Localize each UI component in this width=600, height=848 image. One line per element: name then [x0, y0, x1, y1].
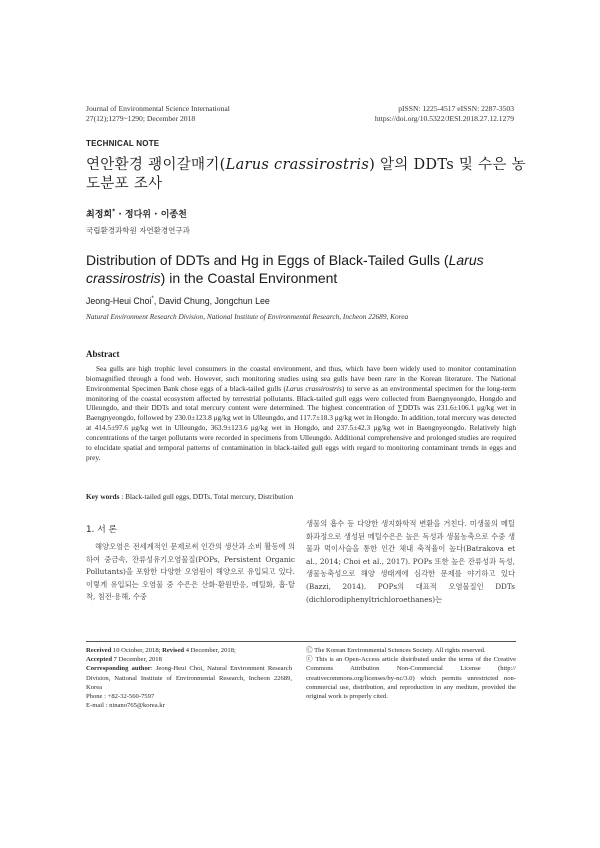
- corresponding-label: Corresponding author: [86, 665, 151, 673]
- issn: pISSN: 1225-4517 eISSN: 2287-3503: [398, 104, 514, 113]
- abstract-text-1: Sea gulls are high trophic level consumers in the coastal environment, and thus, which have been widely used to monitor contamination biomagnified through a food web. However, such monitoring studies using sea gulls have been rare in the Korean literature. The National Environmental Specimen Bank chose eggs of a black-tailed gulls (: [86, 364, 516, 393]
- revised-date: 4 December, 2018;: [184, 647, 236, 654]
- corresponding-info: : Jeong-Heui Choi, Natural Environment Research Division, National Institute of Environmental Research, Incheon 22689, Korea: [86, 665, 292, 691]
- section-heading-introduction: 1. 서 론: [86, 525, 117, 535]
- korean-author-3: 이종천: [160, 210, 187, 220]
- body-column-right: [306, 518, 515, 606]
- korean-author-1: 최정희: [86, 210, 113, 220]
- revised-label: Revised: [162, 647, 185, 654]
- korean-title-prefix: 연안환경 괭이갈매기(: [86, 157, 226, 173]
- received-date: 10 October, 2018;: [111, 647, 163, 654]
- abstract-body: [86, 364, 516, 462]
- accepted-label: Accepted: [86, 656, 112, 664]
- english-title: [86, 251, 526, 287]
- abstract-text-2: ) to serve as an environmental specimen for the long-term monitoring of the coastal ecosystem affected by terrestrial pollutants. Black-tailed gull eggs were collected from Baengnyeongdo, Hongdo and Ulleungdo, and their DDTs and total mercury content were determined. The highest concentration of ∑DDTs was 231.6±106.1 μg/kg wet in Baengnyeongdo, followed by 230.0±123.8 μg/kg wet in Ulleungdo, and 117.7±18.3 μg/kg wet in Hongdo. In addition, total mercury was detected at 414.5±97.6 μg/kg wet in Ulleungdo, 363.9±123.6 μg/kg wet in Hongdo, and 237.5±42.3 μg/kg wet in Baengnyeongdo. Relatively high concentrations of the target pollutants were recorded in specimens from Ulleungdo. Additional comprehensive and prolonged studies are required to elucidate spatial and temporal patterns of contamination in black-tailed gull eggs with regard to monitoring contaminant trends in eggs and prey.: [86, 383, 516, 462]
- korean-affiliation: 국립환경과학원 자연환경연구과: [86, 226, 190, 235]
- abstract-species: Larus crassirostris: [285, 383, 342, 393]
- english-authors-rest: , David Chung, Jongchun Lee: [153, 296, 270, 306]
- korean-author-2: 정다위: [124, 210, 152, 220]
- corresponding-mark: *: [112, 208, 116, 215]
- journal-name: Journal of Environmental Science International: [86, 104, 230, 113]
- doi-link[interactable]: https://doi.org/10.5322/JESI.2018.27.12.1279: [374, 114, 514, 123]
- body-paragraph: 해양오염은 전세계적인 문제로써 인간의 생산과 소비 활동에 의하여 중금속, 잔류성유기오염물질(POPs, Persistent Organic Pollutants)을 포함한 다양한 오염원이 해양으로 유입되고 있다. 이렇게 유입되는 오염물 중 수은은 산화·환원반응, 메틸화, 흡·탈착, 침전·용해, 수중: [86, 542, 295, 602]
- footnote-article-info: [86, 646, 292, 710]
- english-author-1: Jeong-Heui Choi: [86, 296, 152, 306]
- journal-volume: 27(12);1279~1290; December 2018: [86, 114, 196, 123]
- journal-header: [86, 104, 230, 124]
- author-separator: ·: [151, 210, 161, 220]
- footnote-divider: [86, 641, 516, 642]
- issn-doi-header: [375, 104, 514, 124]
- english-title-species: Larus crassirostris: [86, 252, 484, 286]
- corresponding-mark: *: [151, 296, 154, 303]
- keywords: [86, 492, 516, 501]
- korean-title-species: Larus crassirostris: [225, 157, 370, 173]
- english-authors: [86, 296, 270, 306]
- accepted-date: 7 December, 2018: [112, 656, 162, 664]
- body-column-left: [86, 541, 295, 604]
- keywords-text: : Black-tailed gull eggs, DDTs, Total mercury, Distribution: [119, 492, 294, 501]
- email[interactable]: E-mail : ninano765@korea.kr: [86, 702, 165, 710]
- english-affiliation: Natural Environment Research Division, National Institute of Environmental Research, Incheon 22689, Korea: [86, 312, 409, 321]
- copyright-notice: Ⓒ The Korean Environmental Sciences Society. All rights reserved.: [306, 647, 486, 654]
- abstract-heading: Abstract: [86, 349, 120, 359]
- license-notice: ⓒ This is an Open-Access article distributed under the terms of the Creative Commons Attribution Non-Commercial License (http:// creativecommons.org/licenses/by-nc/3.0) which permits unrestricted non-commercial use, distribution, and reproduction in any medium, provided the original work is properly cited.: [306, 656, 516, 701]
- author-separator: ·: [115, 210, 125, 220]
- english-title-prefix: Distribution of DDTs and Hg in Eggs of Black-Tailed Gulls (: [86, 252, 449, 268]
- footnote-license: [306, 646, 516, 701]
- received-label: Received: [86, 647, 112, 654]
- korean-title: [86, 156, 526, 194]
- article-type: TECHNICAL NOTE: [86, 139, 160, 148]
- phone: Phone : +82-32-560-7597: [86, 693, 155, 701]
- body-paragraph: 생물의 흡수 등 다양한 생지화학적 변환을 거친다. 미생물의 메틸화과정으로 생성된 메틸수은은 높은 독성과 생물농축으로 수중 생물과 먹이사슬을 통한 인간 체내 축적율이 높다(Batrakova et al., 2014; Choi et al., 2017). POPs 또한 높은 잔류성과 독성, 생물농축성으로 해양 생태계에 심각한 문제를 야기하고 있다(Bazzi, 2014). POPs의 대표적 오염물질인 DDTs (dichlorodiphenyltrichloroethanes)는: [306, 519, 515, 604]
- korean-title-suffix: ) 알의 DDTs 및 수은 농도분포 조사: [86, 157, 526, 192]
- keywords-label: Key words: [86, 492, 120, 501]
- english-title-suffix: ) in the Coastal Environment: [160, 270, 338, 286]
- korean-authors: [86, 207, 187, 220]
